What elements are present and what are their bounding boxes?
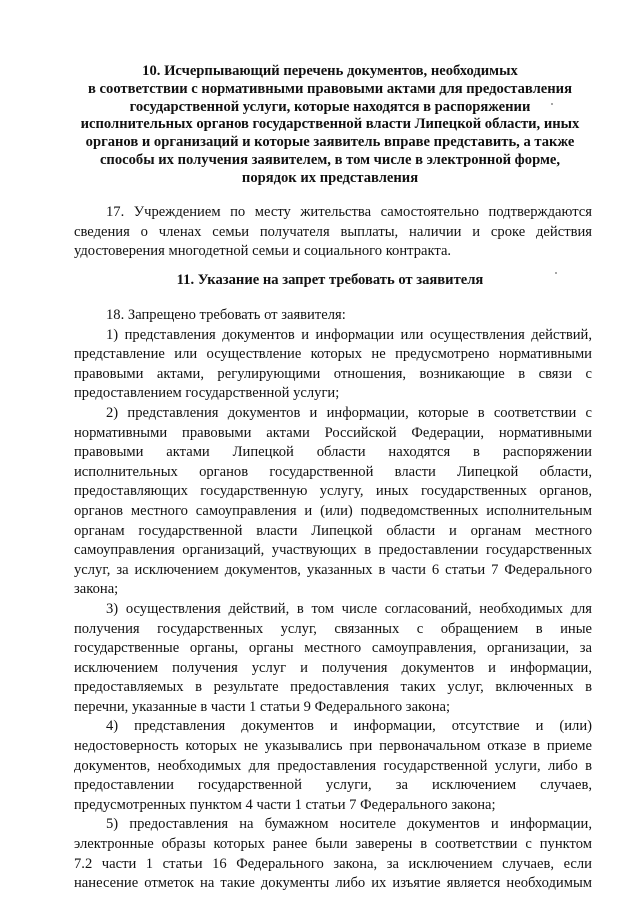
list-item-line: 5) предоставления на бумажном носителе документов и информации, [106, 816, 592, 833]
paragraph-17 [74, 203, 592, 262]
list-item-line: нормативными правовыми актами Российской Федерации, нормативными [74, 424, 592, 441]
list-item-line: органам государственной власти Липецкой области и органам местного [74, 522, 592, 539]
list-item-line: получения государственных услуг, связанных с обращением в иные [74, 620, 592, 637]
list-item-line: предоставляющих государственную услугу, иных государственных органов, [74, 483, 592, 500]
list-item-line: исключением получения услуг и получения документов и информации, [74, 659, 592, 676]
section-10-heading-line: 10. Исчерпывающий перечень документов, необходимых [142, 63, 518, 79]
list-item-line: предусмотренных пунктом 4 части 1 статьи 7 Федерального закона; [74, 796, 496, 813]
paragraph-line: 17. Учреждением по месту жительства самостоятельно подтверждаются [106, 204, 592, 220]
list-item-line: 2) представления документов и информации, которые в соответствии с [106, 404, 592, 421]
list-item-line: предоставляемых в результате предоставления таких услуг, включенных в [74, 679, 592, 696]
paragraph-line: 18. Запрещено требовать от заявителя: [106, 307, 346, 323]
section-10-heading [60, 63, 600, 188]
list-item-line: 1) представления документов и информации или осуществления действий, [106, 326, 592, 343]
section-10-heading-line: порядок их представления [241, 169, 419, 186]
list-item-line: исполнительных органов государственной власти Липецкой области, [74, 463, 592, 480]
scan-speck [551, 103, 553, 105]
section-10-heading-line: исполнительных органов государственной власти Липецкой области, иных [80, 116, 580, 133]
section-10-heading-line: органов и организаций и которые заявитель вправе представить, а также [85, 134, 575, 151]
list-item-line: предоставлении государственной услуги, за исключением случаев, [74, 777, 592, 794]
paragraph-line: сведения о членах семьи получателя выплаты, наличии и сроке действия [74, 223, 592, 240]
list-item-line: электронные образы которых ранее были заверены в соответствии с пунктом [74, 836, 592, 853]
scan-speck [555, 272, 557, 274]
list-item-line: представление или осуществление которых не предусмотрено нормативными [74, 346, 592, 363]
list-item-line: нанесение отметок на такие документы либо их изъятие является необходимым [74, 875, 592, 892]
list-item-line: закона; [74, 581, 119, 598]
section-10-heading-line: способы их получения заявителем, в том числе в электронной форме, [99, 151, 561, 168]
list-item-line: 3) осуществления действий, в том числе согласований, необходимых для [106, 600, 592, 617]
list-item-line: услуг, за исключением документов, указанных в части 6 статьи 7 Федерального [74, 561, 592, 578]
section-11-heading-text: 11. Указание на запрет требовать от заявителя [176, 272, 484, 288]
paragraph-line: удостоверения многодетной семьи и социального контракта. [74, 243, 452, 260]
list-item-line: 4) представления документов и информации, отсутствие и (или) [106, 718, 592, 735]
list-item-line: недостоверность которых не указывались при первоначальном отказе в приеме [74, 738, 592, 755]
section-10-heading-line: в соответствии с нормативными правовыми актами для предоставления [88, 80, 572, 97]
section-11-heading [60, 272, 600, 290]
list-item-line: органов местного самоуправления и (или) подведомственных исполнительным [74, 502, 592, 519]
section-10-heading-line: государственной услуги, которые находятся в распоряжении [129, 98, 531, 115]
list-item-line: государственные органы, органы местного самоуправления, организации, за [74, 640, 592, 657]
list-item-line: правовыми актами Липецкой области находятся в распоряжении [74, 444, 592, 461]
list-item-line: правовыми актами, регулирующими отношения, возникающие в связи с [74, 365, 592, 382]
list-item-line: самоуправления организаций, участвующих в предоставлении государственных [74, 542, 592, 559]
list-item-line: перечни, указанные в части 1 статьи 9 Федерального закона; [74, 698, 451, 715]
paragraph-18 [74, 306, 592, 894]
list-item-line: предоставлением государственной услуги; [74, 385, 340, 402]
list-item-line: документов, необходимых для предоставления государственной услуги, либо в [74, 757, 592, 774]
list-item-line: 7.2 части 1 статьи 16 Федерального закона, за исключением случаев, если [74, 855, 592, 872]
